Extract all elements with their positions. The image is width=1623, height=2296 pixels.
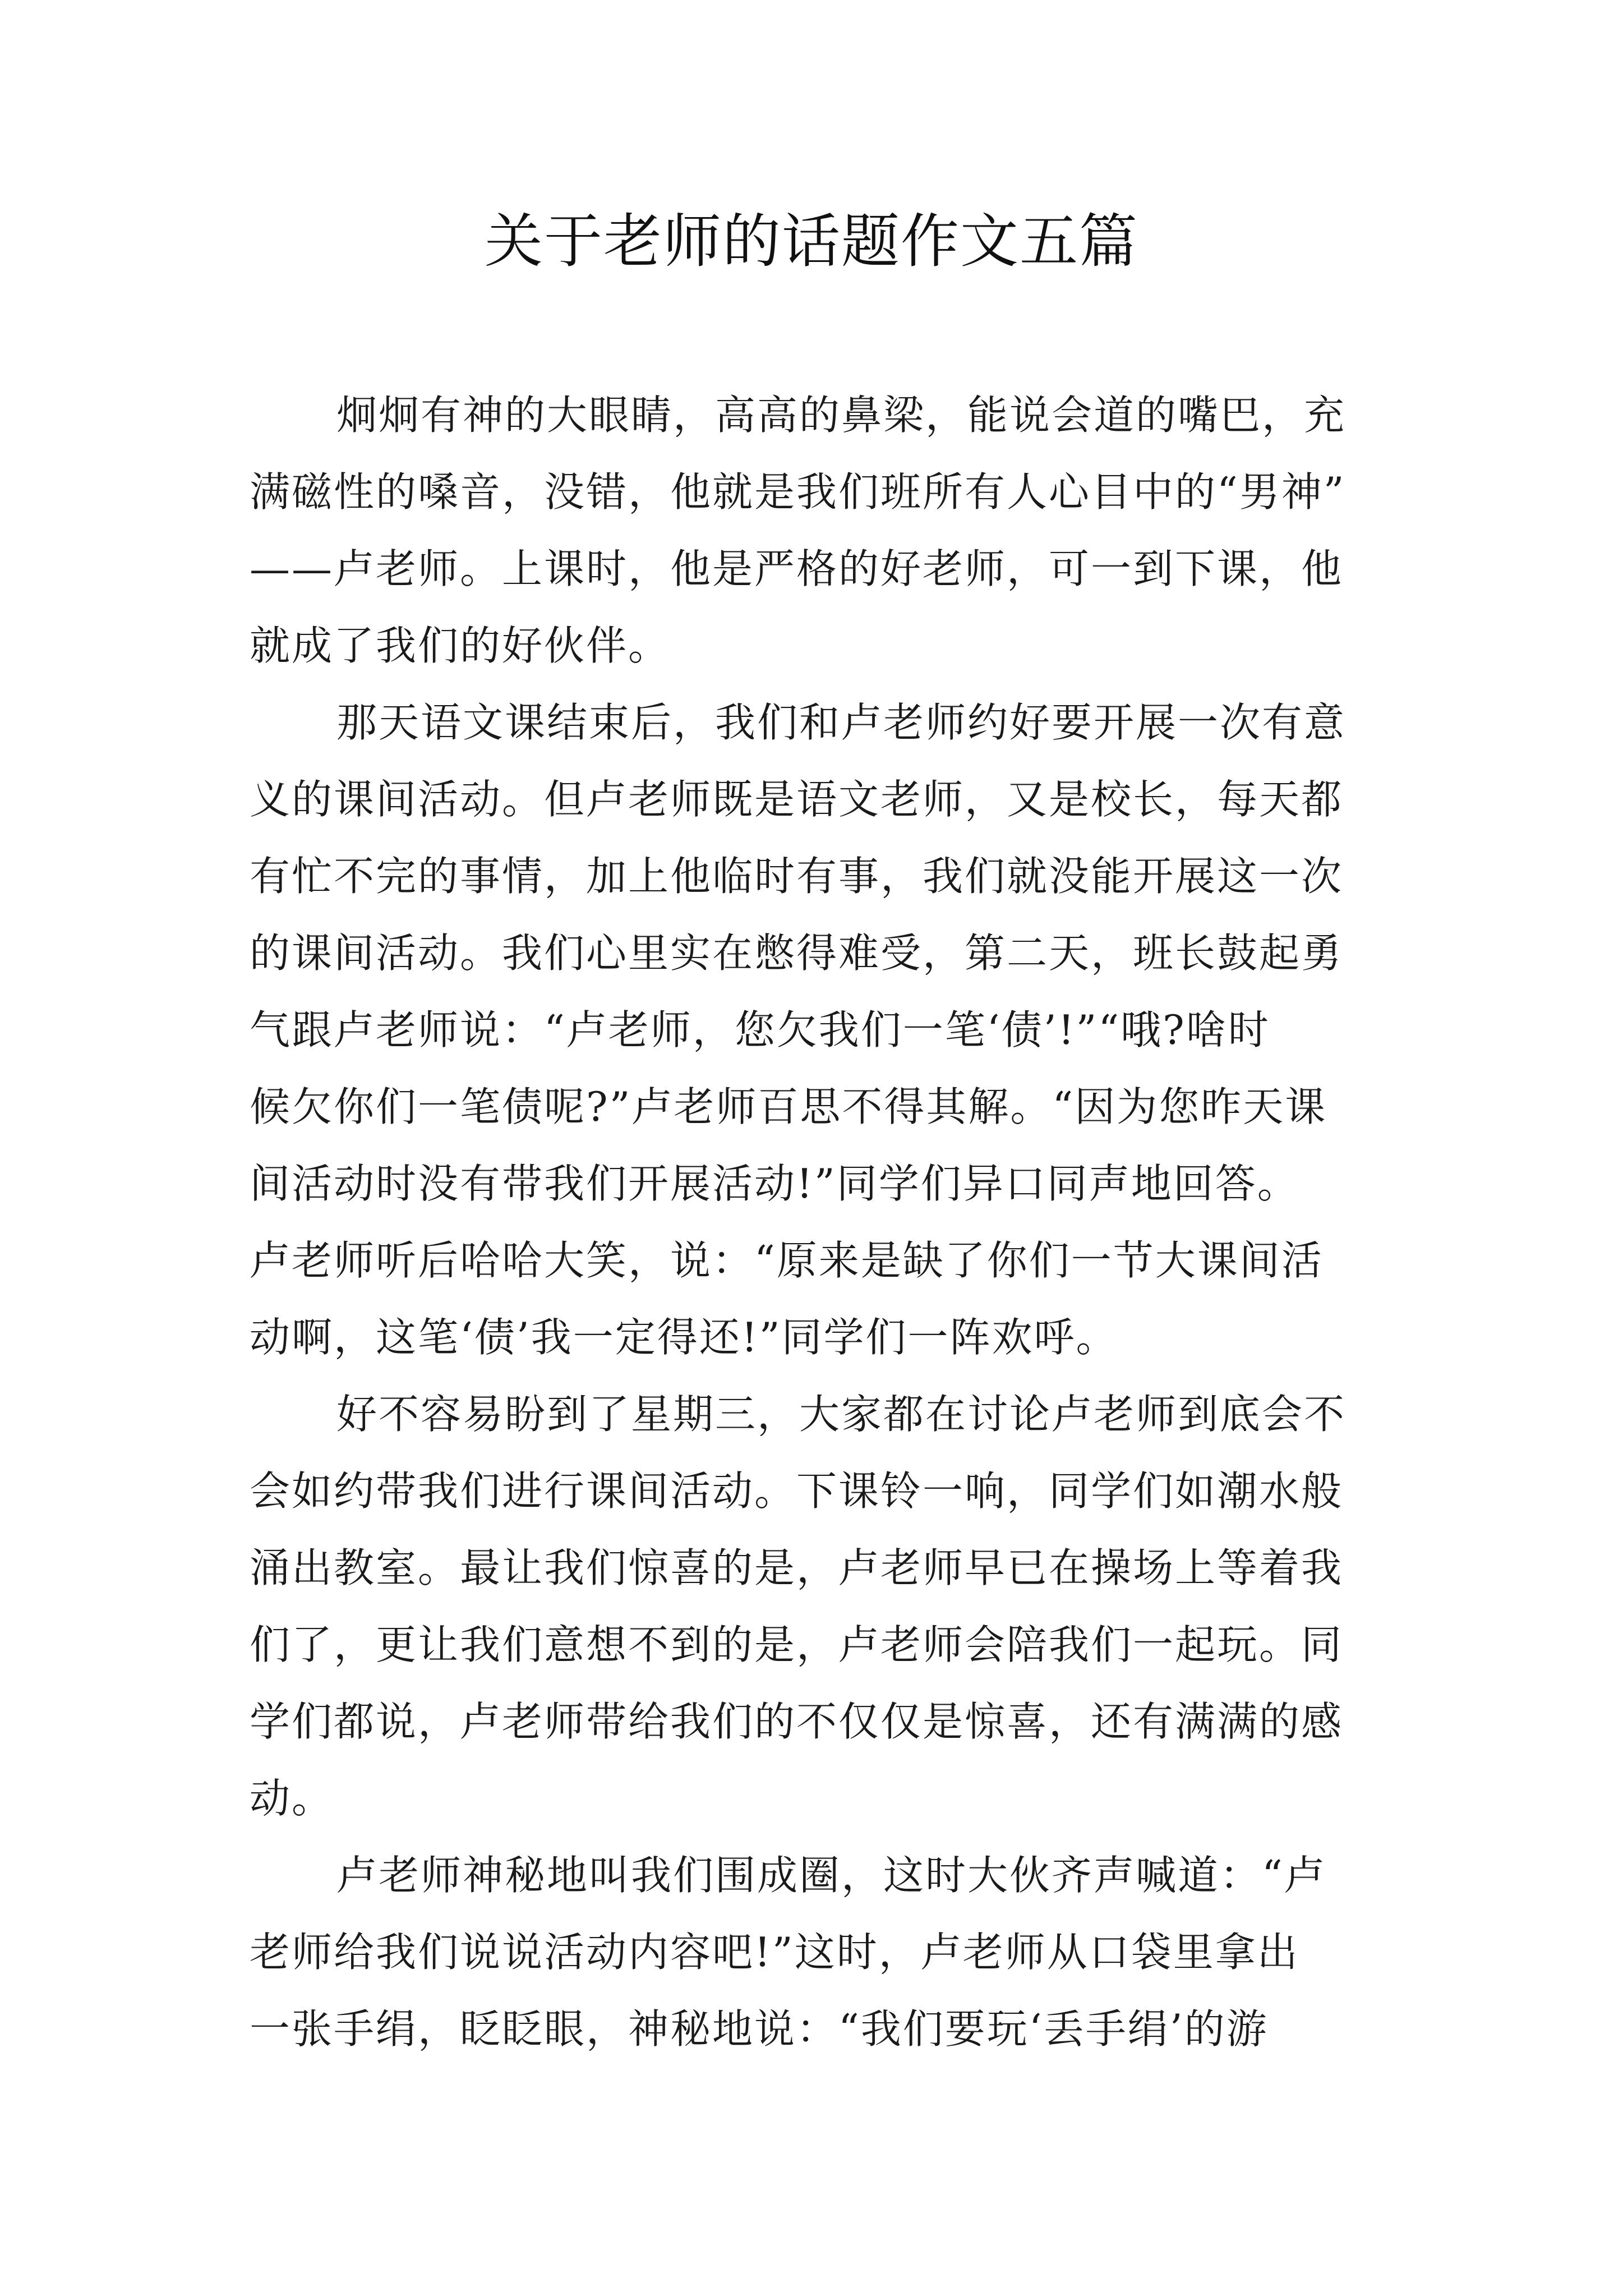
text-line: 满磁性的嗓音，没错，他就是我们班所有人心目中的“男神”: [250, 468, 1346, 516]
text-line: 们了，更让我们意想不到的是，卢老师会陪我们一起玩。同: [250, 1621, 1344, 1668]
text-line: 会如约带我们进行课间活动。下课铃一响，同学们如潮水般: [250, 1467, 1344, 1515]
text-line: 炯炯有神的大眼睛，高高的鼻梁，能说会道的嘴巴，充: [336, 392, 1347, 439]
text-line: 候欠你们一笔债呢?”卢老师百思不得其解。“因为您昨天课: [250, 1083, 1327, 1130]
text-line: ——卢老师。上课时，他是严格的好老师，可一到下课，他: [250, 545, 1344, 592]
page-title: 关于老师的话题作文五篇: [484, 207, 1138, 275]
text-line: 卢老师神秘地叫我们围成圈，这时大伙齐声喊道：“卢: [336, 1852, 1326, 1899]
text-line: 那天语文课结束后，我们和卢老师约好要开展一次有意: [336, 699, 1347, 746]
paragraph: [250, 684, 1388, 1376]
text-line: 义的课间活动。但卢老师既是语文老师，又是校长，每天都: [250, 776, 1344, 823]
text-line: 动。: [250, 1775, 334, 1822]
paragraph: [250, 1376, 1388, 1837]
text-line: 涌出教室。最让我们惊喜的是，卢老师早已在操场上等着我: [250, 1544, 1344, 1591]
text-line: 卢老师听后哈哈大笑，说：“原来是缺了你们一节大课间活: [250, 1237, 1324, 1284]
text-line: 好不容易盼到了星期三，大家都在讨论卢老师到底会不: [336, 1391, 1347, 1438]
text-line: 就成了我们的好伙伴。: [250, 622, 671, 669]
article-body: [250, 377, 1388, 2068]
text-line: 气跟卢老师说：“卢老师，您欠我们一笔‘债’!”“哦?啥时: [250, 1006, 1270, 1053]
text-line: 的课间活动。我们心里实在憋得难受，第二天，班长鼓起勇: [250, 930, 1344, 977]
text-line: 学们都说，卢老师带给我们的不仅仅是惊喜，还有满满的感: [250, 1698, 1344, 1745]
paragraph: [250, 377, 1388, 684]
paragraph: [250, 1837, 1388, 2068]
text-line: 有忙不完的事情，加上他临时有事，我们就没能开展这一次: [250, 853, 1344, 900]
text-line: 动啊，这笔‘债’我一定得还!”同学们一阵欢呼。: [250, 1314, 1118, 1361]
text-line: 老师给我们说说活动内容吧!”这时，卢老师从口袋里拿出: [250, 1929, 1299, 1976]
text-line: 一张手绢，眨眨眼，神秘地说：“我们要玩‘丢手绢’的游: [250, 2005, 1269, 2053]
text-line: 间活动时没有带我们开展活动!”同学们异口同声地回答。: [250, 1160, 1299, 1207]
